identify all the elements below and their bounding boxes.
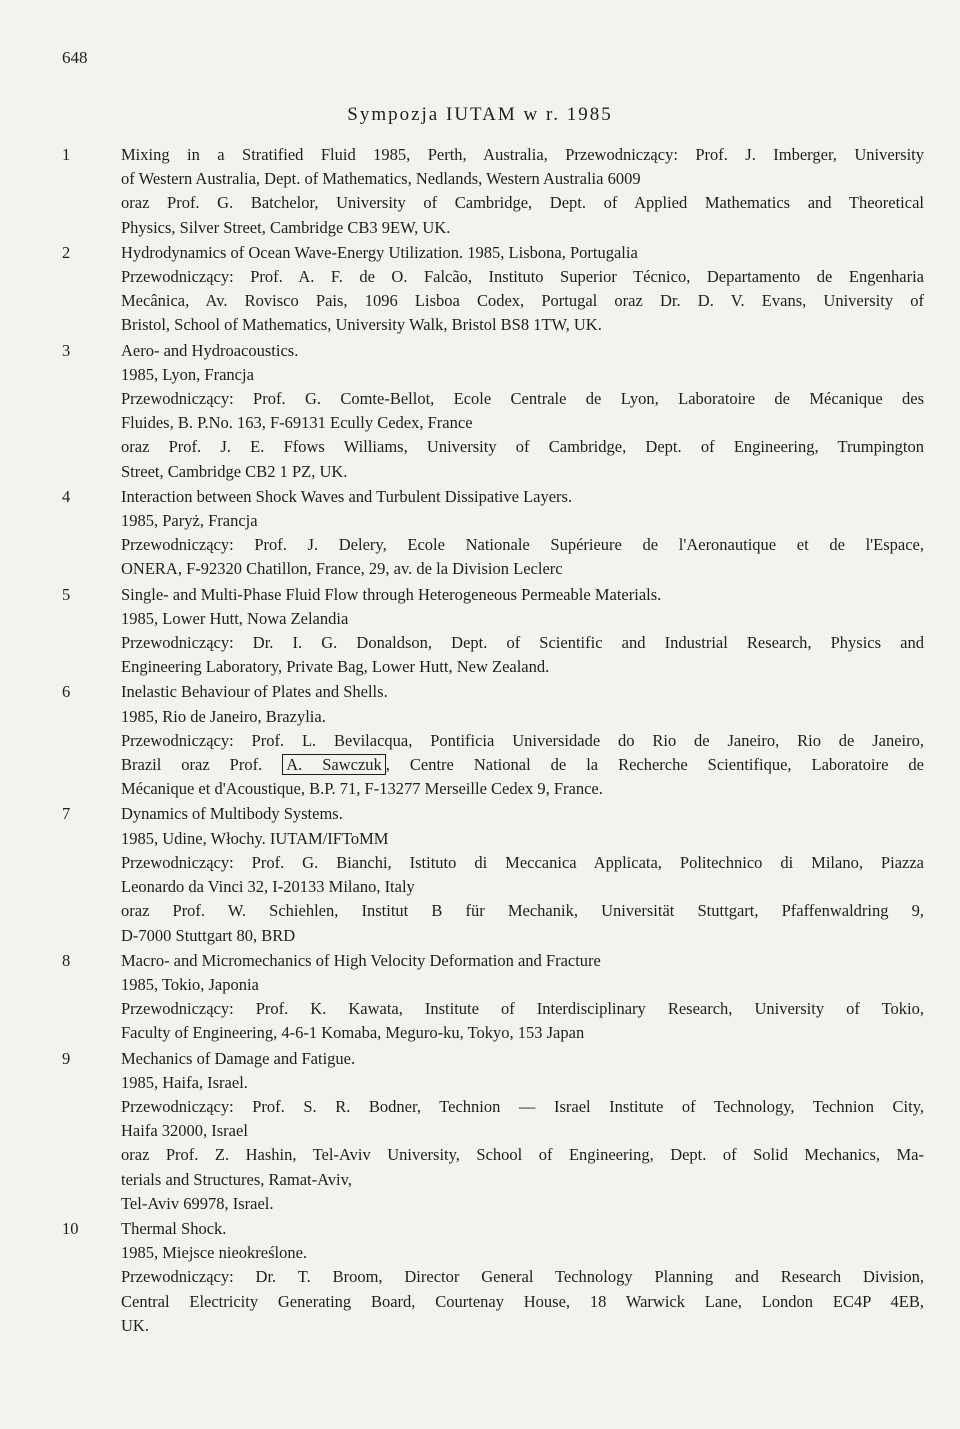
entry-line: Przewodniczący: Dr. I. G. Donaldson, Dept. of Scientific and Industrial Research, Physics and [121, 633, 924, 653]
entry-line: Physics, Silver Street, Cambridge CB3 9EW, UK. [121, 217, 451, 237]
page-title: Sympozja IUTAM w r. 1985 [347, 104, 613, 125]
list-item [0, 339, 960, 484]
entry-line: terials and Structures, Ramat-Aviv, [121, 1169, 352, 1189]
entry-line: Przewodniczący: Prof. K. Kawata, Institute of Interdisciplinary Research, University of Tokio, [121, 999, 924, 1019]
entry-line [121, 753, 924, 777]
entry-number: 8 [62, 950, 71, 970]
entry-number: 10 [62, 1218, 79, 1238]
entry-line: Przewodniczący: Prof. S. R. Bodner, Technion — Israel Institute of Technology, Technion City, [121, 1096, 924, 1116]
entry-line: ONERA, F-92320 Chatillon, France, 29, av. de la Division Leclerc [121, 559, 563, 579]
boxed-name: A. Sawczuk [282, 754, 386, 775]
entry-line: Faculty of Engineering, 4-6-1 Komaba, Meguro-ku, Tokyo, 153 Japan [121, 1023, 585, 1043]
entry-line: Hydrodynamics of Ocean Wave-Energy Utilization. 1985, Lisbona, Portugalia [121, 242, 638, 262]
entry-line: Fluides, B. P.No. 163, F-69131 Ecully Cedex, France [121, 413, 473, 433]
entry-line: Single- and Multi-Phase Fluid Flow through Heterogeneous Permeable Materials. [121, 584, 662, 604]
entry-number: 5 [62, 584, 71, 604]
entry-line: 1985, Udine, Włochy. IUTAM/IFToMM [121, 828, 389, 848]
entry-line: Interaction between Shock Waves and Turbulent Dissipative Layers. [121, 486, 573, 506]
entry-line: Dynamics of Multibody Systems. [121, 804, 343, 824]
entry-line: Leonardo da Vinci 32, I-20133 Milano, Italy [121, 877, 415, 897]
entry-line: 1985, Tokio, Japonia [121, 974, 259, 994]
entry-line: Przewodniczący: Prof. G. Bianchi, Istituto di Meccanica Applicata, Politechnico di Milano, Piazza [121, 852, 924, 872]
entry-line: UK. [121, 1315, 149, 1335]
list-item [0, 143, 960, 240]
list-item [0, 802, 960, 947]
entry-line: Przewodniczący: Prof. G. Comte-Bellot, Ecole Centrale de Lyon, Laboratoire de Mécanique des [121, 389, 924, 409]
list-item [0, 583, 960, 680]
entry-line: Central Electricity Generating Board, Courtenay House, 18 Warwick Lane, London EC4P 4EB, [121, 1291, 924, 1311]
entry-line: Przewodniczący: Prof. A. F. de O. Falcão, Instituto Superior Técnico, Departamento de Engenharia [121, 267, 924, 287]
entry-line: Thermal Shock. [121, 1218, 227, 1238]
entry-line: 1985, Lyon, Francja [121, 364, 254, 384]
entry-line: oraz Prof. J. E. Ffows Williams, University of Cambridge, Dept. of Engineering, Trumpington [121, 437, 924, 457]
entry-line: Aero- and Hydroacoustics. [121, 340, 299, 360]
entry-line: oraz Prof. Z. Hashin, Tel-Aviv University, School of Engineering, Dept. of Solid Mechanics, Ma- [121, 1145, 924, 1165]
entry-number: 9 [62, 1048, 71, 1068]
entry-line: Przewodniczący: Prof. L. Bevilacqua, Pontificia Universidade do Rio de Janeiro, Rio de Janeiro, [121, 730, 924, 750]
entry-line: D-7000 Stuttgart 80, BRD [121, 925, 296, 945]
entry-number: 4 [62, 486, 71, 506]
entry-line: Mécanique et d'Acoustique, B.P. 71, F-13277 Merseille Cedex 9, France. [121, 779, 603, 799]
symposia-list [0, 143, 960, 1339]
entry-number: 1 [62, 145, 71, 164]
entry-line: Przewodniczący: Prof. J. Delery, Ecole Nationale Supérieure de l'Aeronautique et de l'Espace, [121, 535, 924, 555]
entry-number: 6 [62, 682, 71, 702]
list-item [0, 1047, 960, 1216]
entry-line: oraz Prof. G. Batchelor, University of Cambridge, Dept. of Applied Mathematics and Theoretical [121, 193, 924, 213]
list-item [0, 1217, 960, 1338]
list-item [0, 485, 960, 582]
entry-line: Macro- and Micromechanics of High Velocity Deformation and Fracture [121, 950, 601, 970]
entry-line: 1985, Haifa, Israel. [121, 1072, 248, 1092]
page-number: 648 [62, 48, 88, 67]
line-text: Brazil oraz Prof. [121, 755, 283, 775]
entry-line: Inelastic Behaviour of Plates and Shells. [121, 682, 388, 702]
entry-line: Bristol, School of Mathematics, University Walk, Bristol BS8 1TW, UK. [121, 315, 602, 335]
entry-number: 7 [62, 804, 71, 824]
entry-line: Haifa 32000, Israel [121, 1121, 248, 1141]
entry-line: Street, Cambridge CB2 1 PZ, UK. [121, 461, 348, 481]
entry-line: 1985, Paryż, Francja [121, 511, 258, 531]
list-item [0, 680, 960, 801]
entry-number: 2 [62, 242, 71, 262]
list-item [0, 241, 960, 338]
list-item [0, 949, 960, 1046]
entry-line: Mechanics of Damage and Fatigue. [121, 1048, 356, 1068]
entry-line: 1985, Rio de Janeiro, Brazylia. [121, 706, 326, 726]
entry-number: 3 [62, 340, 71, 360]
line-text: , Centre National de la Recherche Scientifique, Laboratoire de [385, 755, 925, 775]
entry-line: of Western Australia, Dept. of Mathematics, Nedlands, Western Australia 6009 [121, 169, 641, 189]
entry-line: Mecânica, Av. Rovisco Pais, 1096 Lisboa Codex, Portugal oraz Dr. D. V. Evans, University of [121, 291, 924, 311]
entry-line: Engineering Laboratory, Private Bag, Lower Hutt, New Zealand. [121, 657, 550, 677]
entry-line: Mixing in a Stratified Fluid 1985, Perth, Australia, Przewodniczący: Prof. J. Imberger, University [121, 145, 924, 164]
entry-line: oraz Prof. W. Schiehlen, Institut B für Mechanik, Universität Stuttgart, Pfaffenwaldring 9, [121, 901, 924, 921]
entry-line: 1985, Miejsce nieokreślone. [121, 1243, 308, 1263]
entry-line: Przewodniczący: Dr. T. Broom, Director General Technology Planning and Research Division, [121, 1267, 924, 1287]
entry-line: 1985, Lower Hutt, Nowa Zelandia [121, 608, 349, 628]
entry-line: Tel-Aviv 69978, Israel. [121, 1193, 274, 1213]
